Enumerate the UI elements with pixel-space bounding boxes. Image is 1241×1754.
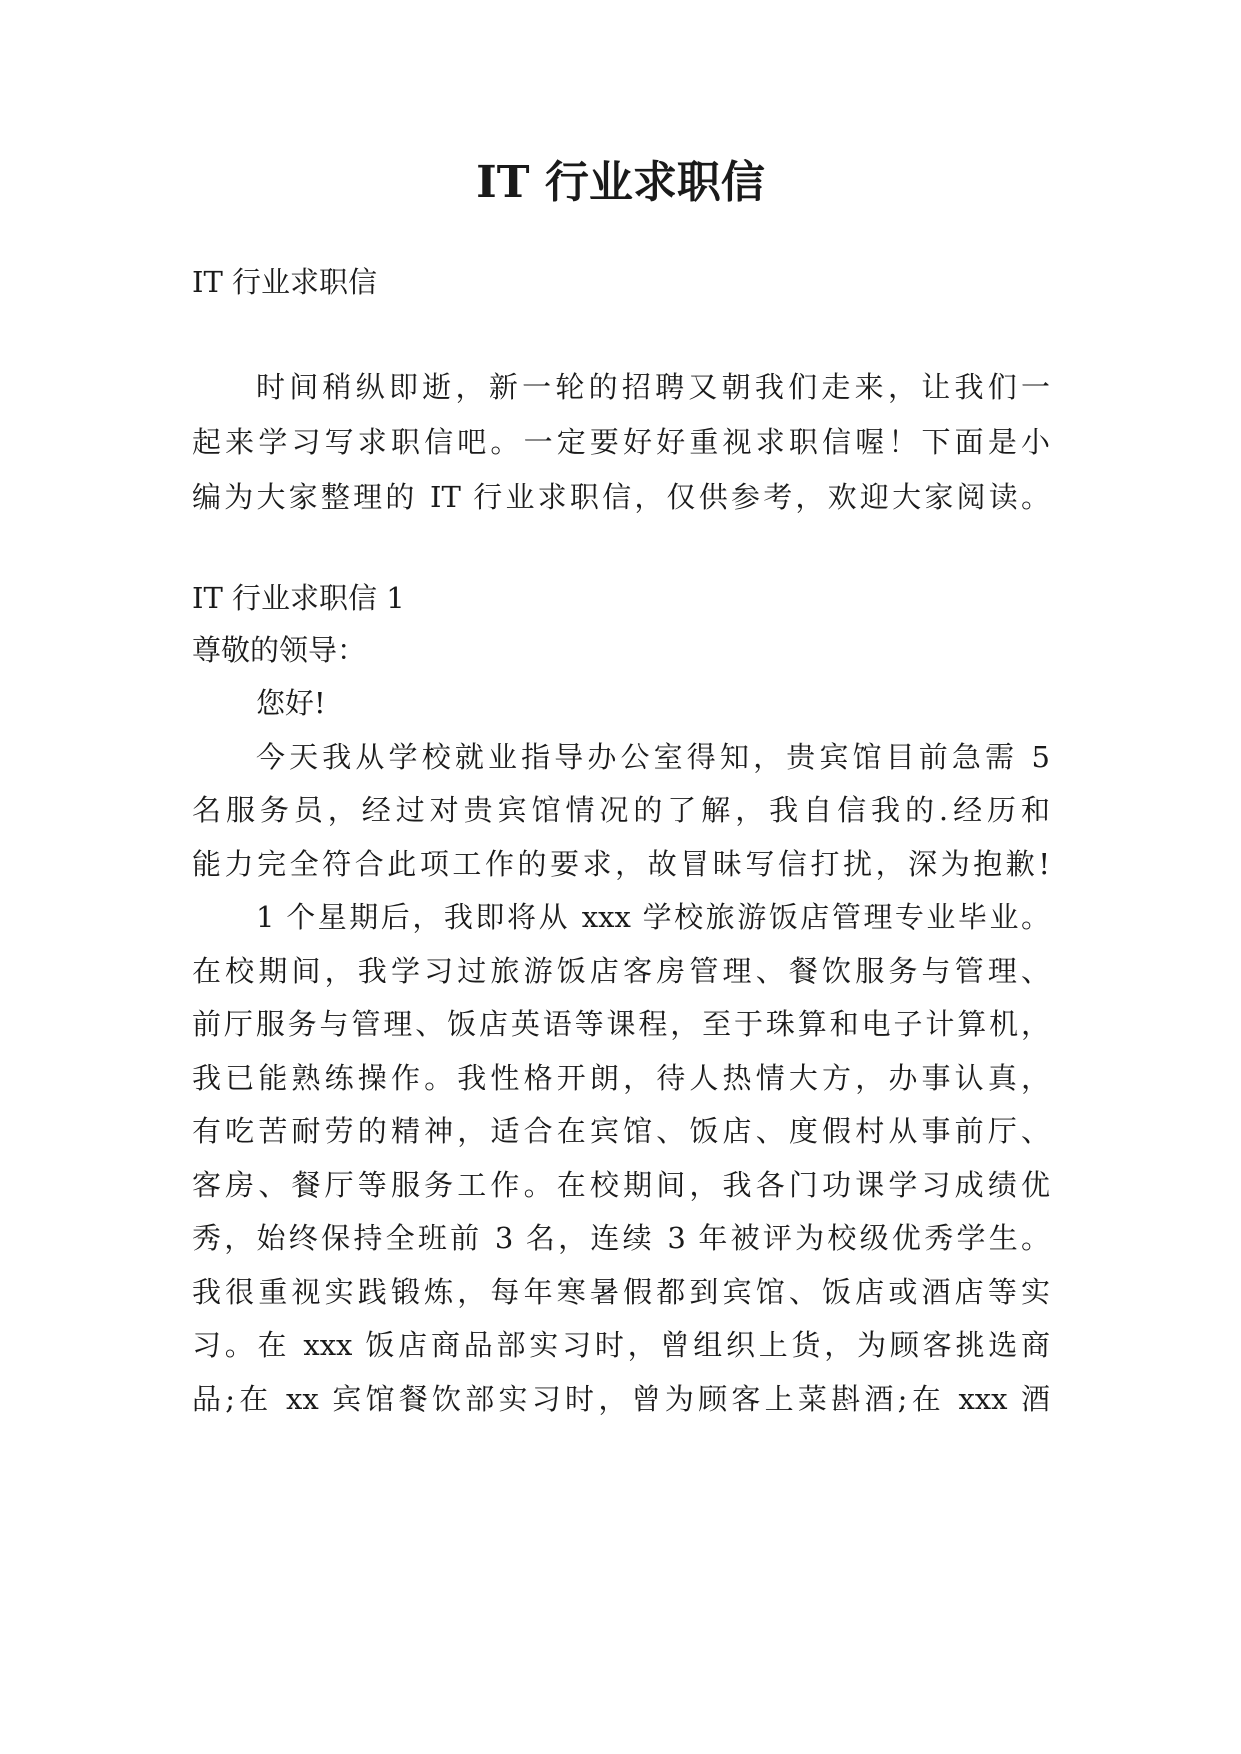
paragraph-line: 今天我从学校就业指导办公室得知，贵宾馆目前急需 5 bbox=[256, 740, 1050, 774]
paragraph-line: 1 个星期后，我即将从 xxx 学校旅游饭店管理专业毕业。 bbox=[256, 900, 1050, 934]
intro-line: 起来学习写求职信吧。一定要好好重视求职信喔！下面是小 bbox=[192, 425, 1050, 459]
document-title: IT 行业求职信 bbox=[476, 157, 765, 208]
intro-line: 编为大家整理的 IT 行业求职信，仅供参考，欢迎大家阅读。 bbox=[192, 480, 1050, 514]
paragraph-line: 我很重视实践锻炼，每年寒暑假都到宾馆、饭店或酒店等实 bbox=[192, 1275, 1050, 1309]
letter-salutation: 尊敬的领导： bbox=[192, 633, 367, 667]
letter-heading: IT 行业求职信 1 bbox=[192, 581, 405, 615]
paragraph-line: 我已能熟练操作。我性格开朗，待人热情大方，办事认真， bbox=[192, 1061, 1050, 1095]
paragraph-line: 名服务员，经过对贵宾馆情况的了解，我自信我的.经历和 bbox=[192, 793, 1050, 827]
intro-line: 时间稍纵即逝，新一轮的招聘又朝我们走来，让我们一 bbox=[256, 370, 1050, 404]
paragraph-line: 前厅服务与管理、饭店英语等课程，至于珠算和电子计算机， bbox=[192, 1007, 1050, 1041]
document-subtitle: IT 行业求职信 bbox=[192, 265, 378, 299]
paragraph-line: 能力完全符合此项工作的要求，故冒昧写信打扰，深为抱歉! bbox=[192, 847, 1050, 881]
paragraph-line: 品;在 xx 宾馆餐饮部实习时，曾为顾客上菜斟酒;在 xxx 酒 bbox=[192, 1382, 1050, 1416]
letter-greeting: 您好! bbox=[256, 686, 326, 720]
paragraph-line: 有吃苦耐劳的精神，适合在宾馆、饭店、度假村从事前厅、 bbox=[192, 1114, 1050, 1148]
paragraph-line: 秀，始终保持全班前 3 名，连续 3 年被评为校级优秀学生。 bbox=[192, 1221, 1050, 1255]
paragraph-line: 在校期间，我学习过旅游饭店客房管理、餐饮服务与管理、 bbox=[192, 954, 1050, 988]
paragraph-line: 习。在 xxx 饭店商品部实习时，曾组织上货，为顾客挑选商 bbox=[192, 1328, 1050, 1362]
paragraph-line: 客房、餐厅等服务工作。在校期间，我各门功课学习成绩优 bbox=[192, 1168, 1050, 1202]
